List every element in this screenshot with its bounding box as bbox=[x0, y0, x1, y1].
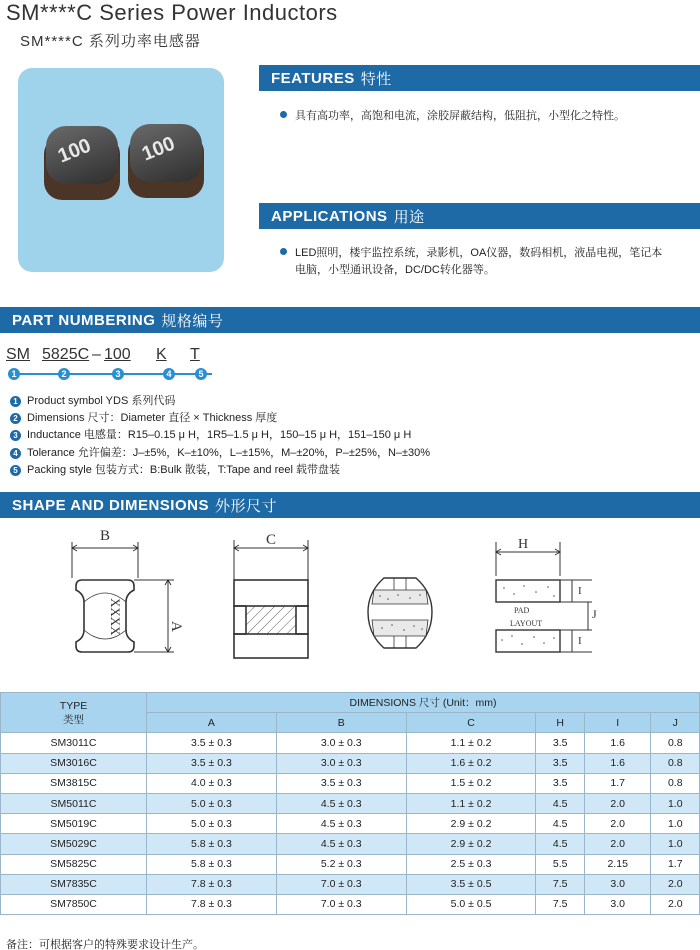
page-subtitle: SM****C 系列功率电感器 bbox=[20, 33, 201, 50]
applications-item: LED照明，楼宇监控系统，录影机，OA仪器，数码相机，液晶电视，笔记本 bbox=[280, 245, 662, 262]
type-cell: SM7835C bbox=[1, 874, 147, 894]
type-header: TYPE 类型 bbox=[1, 693, 147, 733]
part-numbering-title: PART NUMBERING bbox=[12, 311, 156, 329]
dimension-cell: 1.1 ± 0.2 bbox=[406, 733, 536, 753]
dimension-cell: 0.8 bbox=[651, 773, 700, 793]
dimension-cell: 2.0 bbox=[584, 834, 651, 854]
column-header-i: I bbox=[584, 713, 651, 733]
dimension-cell: 3.5 ± 0.3 bbox=[147, 733, 277, 753]
dimension-cell: 3.0 ± 0.3 bbox=[276, 753, 406, 773]
applications-header bbox=[259, 203, 700, 229]
pn-prefix: SM bbox=[6, 346, 30, 363]
footnote: 备注：可根据客户的特殊要求设计生产。 bbox=[6, 939, 204, 950]
list-item: 4 Tolerance 允许偏差：J–±5%，K–±10%，L–±15%，M–±20%，P–±25%，N–±30% bbox=[10, 445, 430, 462]
dimension-cell: 2.0 bbox=[651, 874, 700, 894]
pn-tolerance: K bbox=[156, 346, 167, 363]
dimension-cell: 1.7 bbox=[584, 773, 651, 793]
dimension-cell: 3.5 bbox=[536, 733, 584, 753]
part-numbering-title-cn: 规格编号 bbox=[161, 312, 224, 330]
dimension-cell: 2.9 ± 0.2 bbox=[406, 834, 536, 854]
dimension-cell: 1.0 bbox=[651, 793, 700, 813]
part-numbering-list bbox=[10, 393, 430, 479]
product-photo bbox=[18, 68, 224, 272]
dimension-cell: 5.5 bbox=[536, 854, 584, 874]
dimension-cell: 1.6 ± 0.2 bbox=[406, 753, 536, 773]
part-numbering-header bbox=[0, 307, 700, 333]
dimensions-header: DIMENSIONS 尺寸 (Unit：mm) bbox=[147, 693, 700, 713]
dimension-cell: 2.0 bbox=[651, 894, 700, 914]
bullet-icon bbox=[280, 248, 287, 255]
dimension-cell: 1.1 ± 0.2 bbox=[406, 793, 536, 813]
table-row bbox=[1, 814, 700, 834]
applications-item-cont: 电脑，小型通讯设备，DC/DC转化器等。 bbox=[295, 264, 495, 276]
dimension-cell: 1.7 bbox=[651, 854, 700, 874]
dim-label-b: B bbox=[100, 528, 111, 544]
dimension-cell: 4.5 ± 0.3 bbox=[276, 834, 406, 854]
list-item: 1 Product symbol YDS 系列代码 bbox=[10, 393, 430, 410]
dimension-cell: 2.9 ± 0.2 bbox=[406, 814, 536, 834]
marking-text: XXXX bbox=[108, 598, 123, 636]
dimensions-table bbox=[0, 692, 700, 915]
dimension-cell: 3.5 ± 0.3 bbox=[147, 753, 277, 773]
pn-index-2: 2 bbox=[58, 368, 70, 380]
table-row bbox=[1, 854, 700, 874]
table-row bbox=[1, 753, 700, 773]
dimension-cell: 7.0 ± 0.3 bbox=[276, 874, 406, 894]
dimension-cell: 4.5 bbox=[536, 814, 584, 834]
inductor-marking: 100 bbox=[54, 134, 95, 168]
dimension-cell: 5.8 ± 0.3 bbox=[147, 834, 277, 854]
dimension-cell: 2.5 ± 0.3 bbox=[406, 854, 536, 874]
bottom-view-drawing bbox=[364, 570, 436, 656]
list-item: 5 Packing style 包装方式：B:Bulk 散装，T:Tape and reel 载带盘装 bbox=[10, 462, 430, 479]
dimension-cell: 4.5 bbox=[536, 834, 584, 854]
dimension-cell: 5.8 ± 0.3 bbox=[147, 854, 277, 874]
dimension-cell: 3.5 bbox=[536, 753, 584, 773]
pn-packing: T bbox=[190, 346, 200, 363]
dim-label-a: A bbox=[168, 621, 184, 632]
pn-index-1: 1 bbox=[8, 368, 20, 380]
dimension-cell: 3.5 ± 0.3 bbox=[276, 773, 406, 793]
inductor-image bbox=[128, 124, 204, 194]
pad-label: PAD bbox=[514, 606, 530, 615]
type-cell: SM5011C bbox=[1, 793, 147, 813]
applications-title-cn: 用途 bbox=[393, 208, 425, 226]
table-row bbox=[1, 874, 700, 894]
dim-label-h: H bbox=[518, 537, 529, 552]
dimension-cell: 1.0 bbox=[651, 834, 700, 854]
type-cell: SM7850C bbox=[1, 894, 147, 914]
type-cell: SM3011C bbox=[1, 733, 147, 753]
pad-layout-drawing bbox=[488, 536, 600, 664]
column-header-b: B bbox=[276, 713, 406, 733]
dimension-cell: 7.5 bbox=[536, 874, 584, 894]
type-cell: SM5019C bbox=[1, 814, 147, 834]
dimension-cell: 4.5 bbox=[536, 793, 584, 813]
inductor-image bbox=[44, 126, 120, 196]
dim-label-i: I bbox=[578, 635, 582, 647]
dim-label-j: J bbox=[592, 607, 597, 621]
dimension-cell: 3.5 ± 0.5 bbox=[406, 874, 536, 894]
features-title: FEATURES bbox=[271, 69, 355, 87]
bullet-icon bbox=[280, 111, 287, 118]
features-header bbox=[259, 65, 700, 91]
dimension-cell: 4.5 ± 0.3 bbox=[276, 814, 406, 834]
layout-label: LAYOUT bbox=[510, 619, 543, 628]
table-row bbox=[1, 894, 700, 914]
table-row bbox=[1, 834, 700, 854]
pn-inductance: 100 bbox=[104, 346, 131, 363]
column-header-a: A bbox=[147, 713, 277, 733]
dimension-cell: 2.0 bbox=[584, 814, 651, 834]
table-row bbox=[1, 793, 700, 813]
type-cell: SM5029C bbox=[1, 834, 147, 854]
shape-title: SHAPE AND DIMENSIONS bbox=[12, 496, 209, 514]
dimension-cell: 1.6 bbox=[584, 753, 651, 773]
pn-dash: – bbox=[92, 346, 101, 363]
dimension-cell: 7.5 bbox=[536, 894, 584, 914]
table-row bbox=[1, 773, 700, 793]
dimension-cell: 1.0 bbox=[651, 814, 700, 834]
type-cell: SM3815C bbox=[1, 773, 147, 793]
list-item: 3 Inductance 电感量：R15–0.15 μ H，1R5–1.5 μ H，150–15 μ H，151–150 μ H bbox=[10, 427, 430, 444]
dimension-cell: 3.0 bbox=[584, 874, 651, 894]
shape-header bbox=[0, 492, 700, 518]
dimension-cell: 5.2 ± 0.3 bbox=[276, 854, 406, 874]
features-item: 具有高功率，高饱和电流，涂胶屏蔽结构，低阻抗，小型化之特性。 bbox=[280, 108, 625, 125]
dimension-cell: 1.6 bbox=[584, 733, 651, 753]
dimension-cell: 7.8 ± 0.3 bbox=[147, 894, 277, 914]
dimension-cell: 3.0 ± 0.3 bbox=[276, 733, 406, 753]
dimension-cell: 1.5 ± 0.2 bbox=[406, 773, 536, 793]
dimension-cell: 5.0 ± 0.5 bbox=[406, 894, 536, 914]
pn-index-5: 5 bbox=[195, 368, 207, 380]
column-header-j: J bbox=[651, 713, 700, 733]
dimension-cell: 0.8 bbox=[651, 733, 700, 753]
dimension-cell: 2.0 bbox=[584, 793, 651, 813]
pn-index-4: 4 bbox=[163, 368, 175, 380]
side-view-drawing bbox=[226, 526, 318, 666]
column-header-c: C bbox=[406, 713, 536, 733]
dimension-cell: 5.0 ± 0.3 bbox=[147, 793, 277, 813]
shape-title-cn: 外形尺寸 bbox=[214, 497, 277, 515]
dim-label-c: C bbox=[266, 532, 277, 548]
dimension-cell: 7.8 ± 0.3 bbox=[147, 874, 277, 894]
pn-index-3: 3 bbox=[112, 368, 124, 380]
top-view-drawing bbox=[64, 518, 188, 668]
type-cell: SM3016C bbox=[1, 753, 147, 773]
dim-label-i: I bbox=[578, 585, 582, 597]
features-title-cn: 特性 bbox=[360, 70, 392, 88]
list-item: 2 Dimensions 尺寸：Diameter 直径 × Thickness 厚度 bbox=[10, 410, 430, 427]
inductor-marking: 100 bbox=[138, 132, 179, 166]
table-row bbox=[1, 733, 700, 753]
dimension-cell: 3.5 bbox=[536, 773, 584, 793]
type-cell: SM5825C bbox=[1, 854, 147, 874]
pn-index-bar bbox=[8, 368, 212, 380]
dimension-cell: 5.0 ± 0.3 bbox=[147, 814, 277, 834]
column-header-h: H bbox=[536, 713, 584, 733]
applications-title: APPLICATIONS bbox=[271, 207, 388, 225]
page-title: SM****C Series Power Inductors bbox=[6, 0, 338, 25]
dimension-cell: 7.0 ± 0.3 bbox=[276, 894, 406, 914]
dimension-cell: 2.15 bbox=[584, 854, 651, 874]
dimension-cell: 3.0 bbox=[584, 894, 651, 914]
dimension-cell: 4.0 ± 0.3 bbox=[147, 773, 277, 793]
pn-dimension: 5825C bbox=[42, 346, 90, 363]
dimension-cell: 4.5 ± 0.3 bbox=[276, 793, 406, 813]
dimension-cell: 0.8 bbox=[651, 753, 700, 773]
